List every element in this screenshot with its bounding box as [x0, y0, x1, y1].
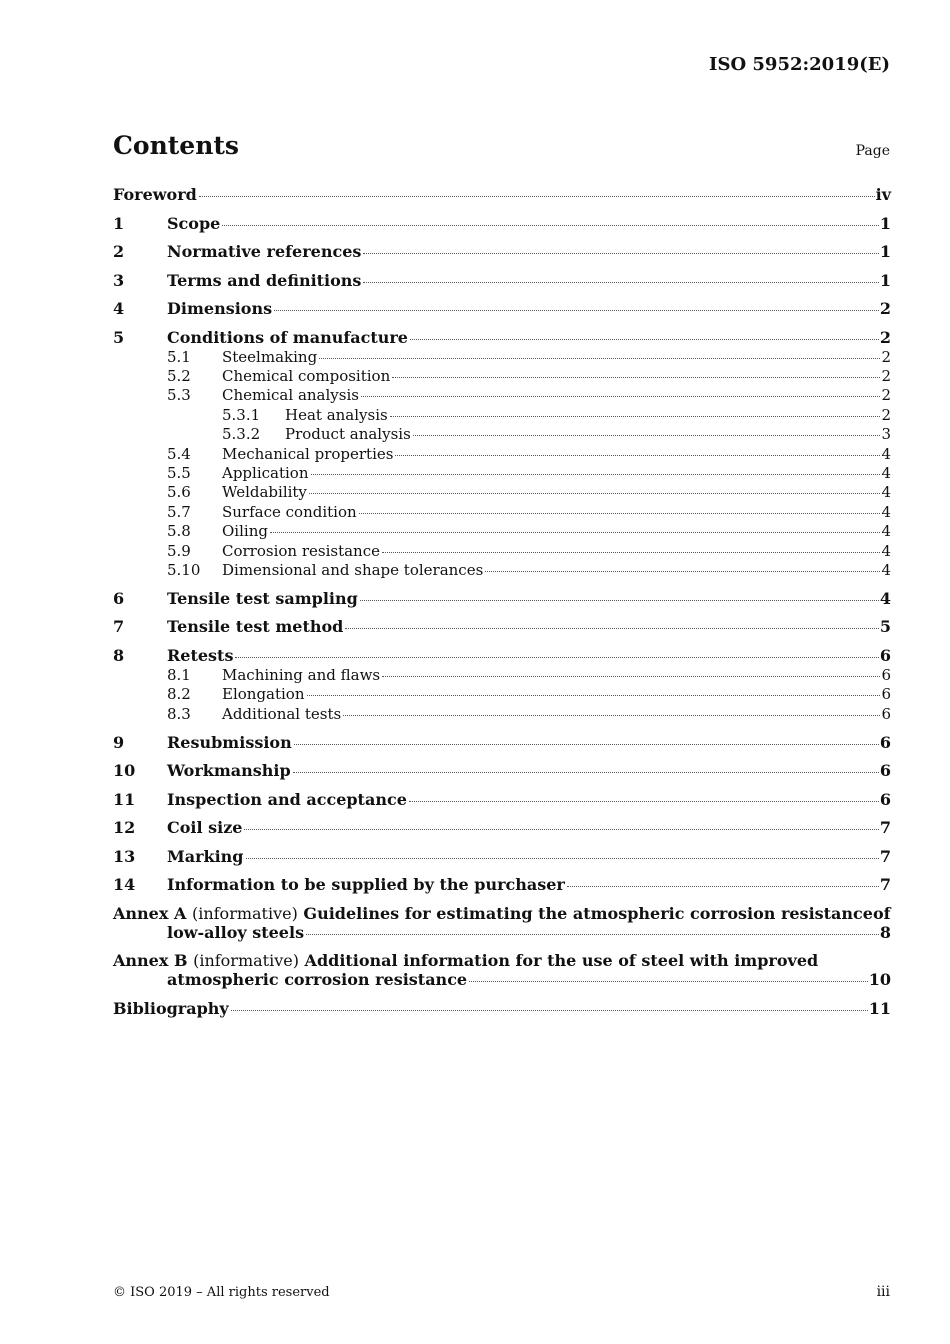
bibliography-entry[interactable]: [113, 999, 891, 1019]
toc-entries: [113, 185, 891, 895]
toc-entry-page: 3: [881, 425, 891, 444]
toc-entry-page: 6: [879, 761, 891, 781]
toc-entry-title: Corrosion resistance: [222, 541, 380, 560]
toc-entry-title: Tensile test sampling: [167, 588, 358, 608]
toc-entry-title: Coil size: [167, 818, 243, 838]
leader-dots: [413, 435, 881, 436]
toc-entry-title: Application: [222, 463, 309, 482]
toc-entry-number: 2: [113, 242, 125, 261]
toc-entry-page: 4: [881, 522, 891, 541]
page-column-label: Page: [855, 143, 890, 159]
toc-entry-title: Information to be supplied by the purchaser: [167, 875, 565, 895]
toc-entry[interactable]: [113, 299, 891, 319]
leader-dots: [392, 377, 880, 378]
toc-entry-page: 4: [881, 541, 891, 560]
annex-page: 8: [879, 922, 891, 942]
toc-entry[interactable]: [113, 733, 891, 753]
annex-b-entry[interactable]: [113, 951, 891, 990]
toc-entry[interactable]: [113, 790, 891, 810]
toc-entry[interactable]: [113, 386, 891, 405]
toc-entry[interactable]: [113, 761, 891, 781]
leader-dots: [309, 493, 881, 494]
toc-entry-number: 10: [113, 761, 136, 781]
toc-entry-number: 8.3: [167, 704, 191, 723]
toc-entry-page: 6: [881, 704, 891, 723]
toc-entry-title: Dimensional and shape tolerances: [222, 560, 484, 579]
toc-entry-number: 11: [113, 789, 136, 809]
leader-dots: [319, 358, 880, 359]
toc-entry-title: Mechanical properties: [222, 444, 394, 463]
toc-entry[interactable]: [113, 617, 891, 637]
toc-entry[interactable]: [113, 483, 891, 502]
toc-entry-number: 12: [113, 818, 136, 838]
toc-entry-number: 5.9: [167, 541, 191, 560]
toc-entry[interactable]: [113, 818, 891, 838]
bibliography-title: Bibliography: [113, 998, 229, 1018]
toc-entry-page: 6: [879, 645, 891, 665]
leader-dots: [274, 310, 879, 311]
toc-entry-page: 2: [881, 366, 891, 385]
toc-entry[interactable]: [113, 503, 891, 522]
leader-dots: [222, 225, 879, 226]
toc-entry-number: 1: [113, 213, 125, 233]
copyright-notice: © ISO 2019 – All rights reserved: [113, 1285, 330, 1300]
toc-entry-title: Machining and flaws: [222, 665, 381, 684]
leader-dots: [390, 416, 881, 417]
toc-entry-page: 6: [879, 732, 891, 752]
toc-entry-number: 8.1: [167, 665, 191, 684]
toc-entry-page: iv: [875, 185, 891, 204]
leader-dots: [343, 715, 880, 716]
toc-entry-title: Resubmission: [167, 732, 292, 752]
toc-entry[interactable]: [113, 242, 891, 262]
toc-entry-title: Terms and definitions: [167, 270, 362, 290]
leader-dots: [199, 196, 875, 197]
leader-dots: [306, 934, 879, 935]
toc-entry-page: 2: [879, 327, 891, 347]
toc-entry-page: 7: [879, 875, 891, 895]
toc-entry-title: Scope: [167, 213, 221, 233]
toc-entry[interactable]: [113, 589, 891, 609]
leader-dots: [382, 676, 880, 677]
toc-entry-page: 4: [881, 444, 891, 463]
toc-entry[interactable]: [113, 542, 891, 561]
toc-entry-title: Chemical composition: [222, 366, 391, 385]
toc-entry[interactable]: [113, 847, 891, 867]
toc-entry-number: 8.2: [167, 685, 191, 704]
toc-entry-page: 1: [879, 270, 891, 290]
annex-label: Annex B: [113, 951, 188, 971]
toc-entry-page: 2: [881, 405, 891, 424]
toc-entry-title: Dimensions: [167, 299, 273, 318]
toc-entry-number: 5.3.2: [222, 425, 261, 444]
toc-entry-page: 4: [881, 560, 891, 579]
toc-entry-number: 7: [113, 617, 125, 637]
leader-dots: [294, 744, 879, 745]
leader-dots: [360, 600, 879, 601]
toc-entry-page: 6: [879, 789, 891, 809]
toc-entry[interactable]: [113, 406, 891, 425]
annex-title-line1: Guidelines for estimating the atmospheric corrosion resistanceof: [303, 903, 891, 923]
toc-entry-title: Heat analysis: [285, 405, 388, 424]
toc-entry-page: 7: [879, 846, 891, 866]
toc-entry[interactable]: [113, 328, 891, 348]
toc-entry-number: 6: [113, 588, 125, 608]
toc-entry[interactable]: [113, 214, 891, 234]
annex-title-line2: atmospheric corrosion resistance: [167, 970, 468, 990]
toc-entry-number: 5.7: [167, 502, 191, 521]
toc-entry-title: Foreword: [113, 185, 197, 204]
toc-entry-page: 5: [879, 617, 891, 637]
toc-entry-title: Inspection and acceptance: [167, 789, 407, 809]
toc-entry-number: 5.8: [167, 522, 191, 541]
toc-entry[interactable]: [113, 666, 891, 685]
toc-entry-number: 5.3.1: [222, 405, 261, 424]
toc-entry-number: 8: [113, 645, 125, 665]
leader-dots: [363, 253, 878, 254]
toc-entry-title: Tensile test method: [167, 617, 344, 637]
toc-entry-title: Product analysis: [285, 425, 411, 444]
toc-entry[interactable]: [113, 271, 891, 291]
toc-entry-page: 2: [881, 347, 891, 366]
toc-entry-title: Retests: [167, 645, 234, 665]
leader-dots: [409, 801, 879, 802]
toc-entry-title: Additional tests: [222, 704, 342, 723]
toc-entry-title: Weldability: [222, 483, 307, 502]
toc-entry-page: 6: [881, 665, 891, 684]
toc-entry-title: Surface condition: [222, 502, 357, 521]
toc-entry-page: 2: [881, 386, 891, 405]
toc-entry[interactable]: [113, 425, 891, 444]
toc-entry[interactable]: [113, 561, 891, 580]
leader-dots: [231, 1010, 868, 1011]
annex-type: (informative): [191, 903, 298, 923]
toc-entry-title: Chemical analysis: [222, 386, 359, 405]
toc-entry-title: Oiling: [222, 522, 268, 541]
leader-dots: [359, 513, 881, 514]
document-id: ISO 5952:2019(E): [709, 54, 890, 75]
toc-entry[interactable]: [113, 705, 891, 724]
toc-entry-title: Marking: [167, 846, 244, 866]
leader-dots: [485, 571, 880, 572]
toc-entry-title: Conditions of manufacture: [167, 327, 408, 347]
toc-entry[interactable]: [113, 348, 891, 367]
annex-title-line2: low-alloy steels: [167, 922, 305, 942]
annex-label: Annex A: [113, 903, 187, 923]
annex-title-line1: Additional information for the use of steel with improved: [304, 951, 819, 971]
toc-entry-number: 4: [113, 299, 125, 318]
toc-entry-number: 5: [113, 327, 125, 347]
toc-entry-number: 5.2: [167, 366, 191, 385]
toc-entry-title: Normative references: [167, 242, 362, 261]
toc-entry-page: 7: [879, 818, 891, 838]
toc-entry-page: 4: [879, 588, 891, 608]
annex-type: (informative): [193, 951, 299, 971]
toc-entry-number: 9: [113, 732, 125, 752]
leader-dots: [361, 396, 880, 397]
table-of-contents: [113, 185, 891, 1019]
toc-entry-number: 13: [113, 846, 136, 866]
leader-dots: [469, 981, 868, 982]
leader-dots: [395, 455, 880, 456]
leader-dots: [410, 339, 879, 340]
toc-entry-title: Steelmaking: [222, 347, 318, 366]
leader-dots: [235, 657, 878, 658]
toc-entry-number: 5.4: [167, 444, 191, 463]
toc-entry-page: 4: [881, 502, 891, 521]
leader-dots: [307, 695, 881, 696]
toc-entry-page: 6: [881, 685, 891, 704]
annex-page: 10: [868, 970, 891, 990]
leader-dots: [363, 282, 878, 283]
toc-entry-number: 5.6: [167, 483, 191, 502]
leader-dots: [270, 532, 881, 533]
toc-entry[interactable]: [113, 464, 891, 483]
toc-entry-page: 4: [881, 463, 891, 482]
toc-entry-number: 5.10: [167, 560, 201, 579]
leader-dots: [244, 829, 878, 830]
toc-entry-page: 4: [881, 483, 891, 502]
toc-entry-title: Elongation: [222, 685, 305, 704]
toc-entry-page: 1: [879, 213, 891, 233]
toc-entry-number: 5.5: [167, 463, 191, 482]
leader-dots: [311, 474, 881, 475]
page-title: Contents: [113, 131, 240, 160]
toc-entry-number: 3: [113, 270, 125, 290]
toc-entry[interactable]: [113, 646, 891, 666]
toc-entry-page: 1: [879, 242, 891, 261]
toc-entry-page: 2: [879, 299, 891, 318]
leader-dots: [567, 886, 879, 887]
toc-entry[interactable]: [113, 367, 891, 386]
toc-entry[interactable]: [113, 875, 891, 895]
toc-entry[interactable]: [113, 685, 891, 704]
toc-entry[interactable]: [113, 522, 891, 541]
leader-dots: [382, 552, 880, 553]
toc-entry-title: Workmanship: [167, 761, 291, 781]
leader-dots: [246, 858, 879, 859]
toc-entry[interactable]: [113, 445, 891, 464]
annex-a-entry[interactable]: [113, 904, 891, 943]
toc-entry-number: 5.1: [167, 347, 191, 366]
page-number: iii: [876, 1284, 890, 1300]
bibliography-page: 11: [868, 998, 891, 1018]
toc-entry[interactable]: [113, 185, 891, 205]
leader-dots: [345, 628, 879, 629]
toc-entry-number: 5.3: [167, 386, 191, 405]
toc-entry-number: 14: [113, 875, 136, 895]
leader-dots: [293, 772, 879, 773]
